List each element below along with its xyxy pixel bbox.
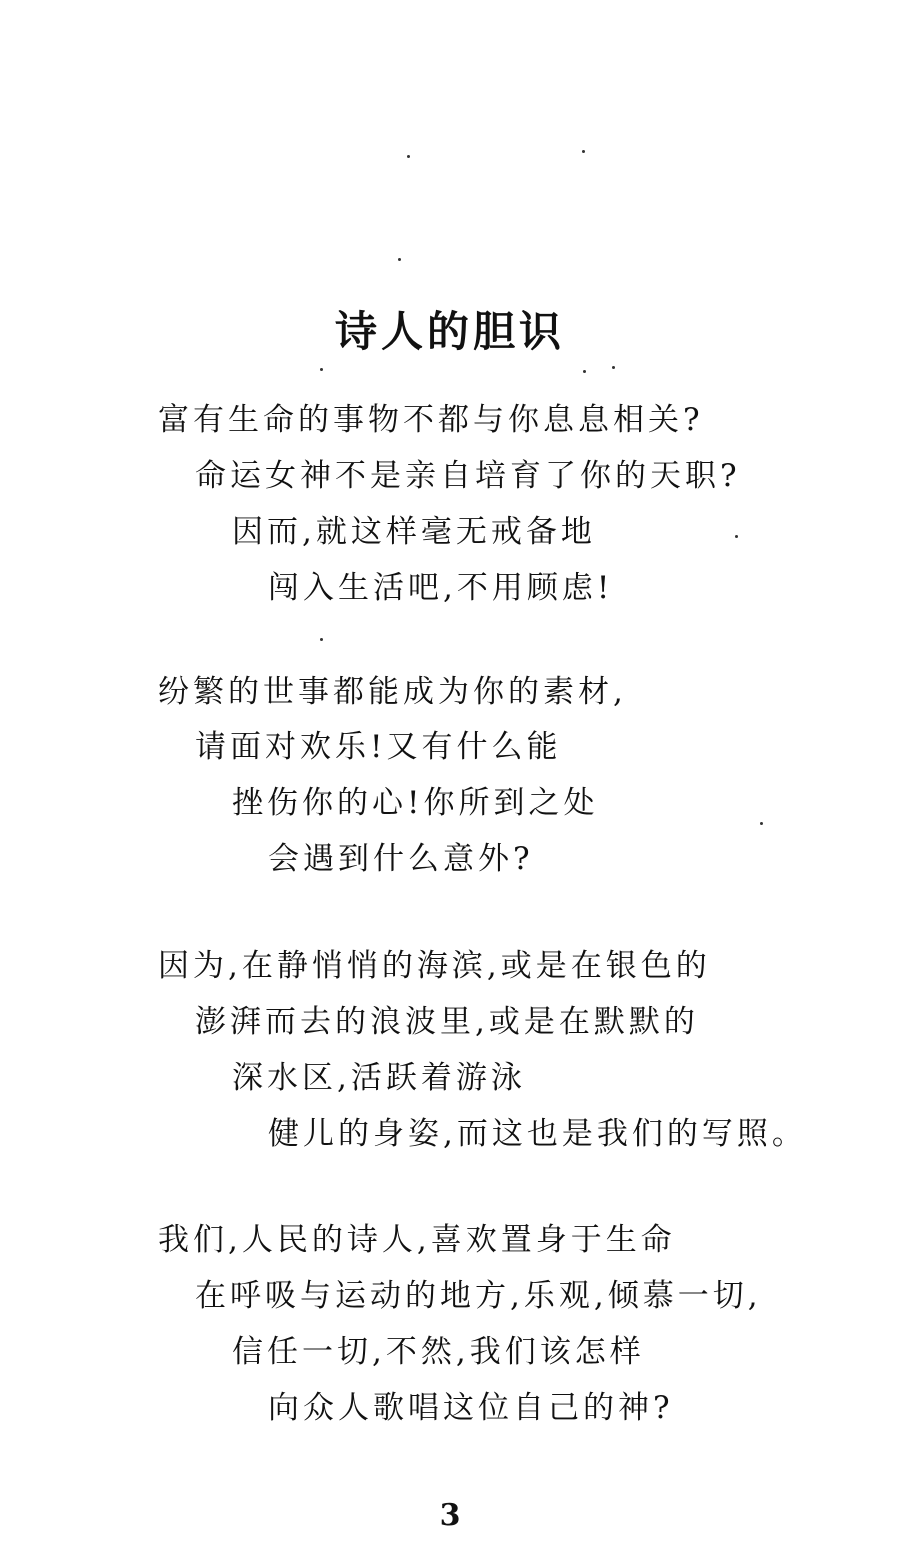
poem-line: 深水区,活跃着游泳 [232, 1060, 526, 1096]
scan-speck [320, 638, 323, 641]
poem-line: 会遇到什么意外? [268, 841, 534, 877]
scan-speck [735, 535, 738, 538]
scan-speck [398, 258, 401, 261]
scan-speck [320, 368, 323, 371]
poem-line: 健儿的身姿,而这也是我们的写照。 [268, 1116, 807, 1152]
scan-speck [612, 366, 615, 369]
poem-line: 挫伤你的心!你所到之处 [232, 785, 599, 821]
scan-speck [760, 822, 763, 825]
poem-line: 因而,就这样毫无戒备地 [232, 514, 596, 550]
poem-line: 闯入生活吧,不用顾虑! [268, 570, 614, 606]
poem-line: 我们,人民的诗人,喜欢置身于生命 [158, 1222, 676, 1258]
poem-line: 命运女神不是亲自培育了你的天职? [195, 458, 741, 494]
poem-line: 向众人歌唱这位自己的神? [268, 1390, 674, 1426]
poem-line: 在呼吸与运动的地方,乐观,倾慕一切, [195, 1278, 762, 1314]
scan-speck [582, 150, 585, 153]
poem-line: 富有生命的事物不都与你息息相关? [158, 402, 704, 438]
scan-speck [407, 155, 410, 158]
page-number: 3 [439, 1498, 461, 1533]
scan-speck [583, 370, 586, 373]
poem-line: 纷繁的世事都能成为你的素材, [158, 674, 627, 710]
poem-line: 请面对欢乐!又有什么能 [195, 729, 562, 765]
poem-line: 信任一切,不然,我们该怎样 [232, 1334, 645, 1370]
poem-line: 澎湃而去的浪波里,或是在默默的 [195, 1004, 699, 1040]
poem-title: 诗人的胆识 [334, 307, 565, 357]
poem-line: 因为,在静悄悄的海滨,或是在银色的 [158, 948, 711, 984]
